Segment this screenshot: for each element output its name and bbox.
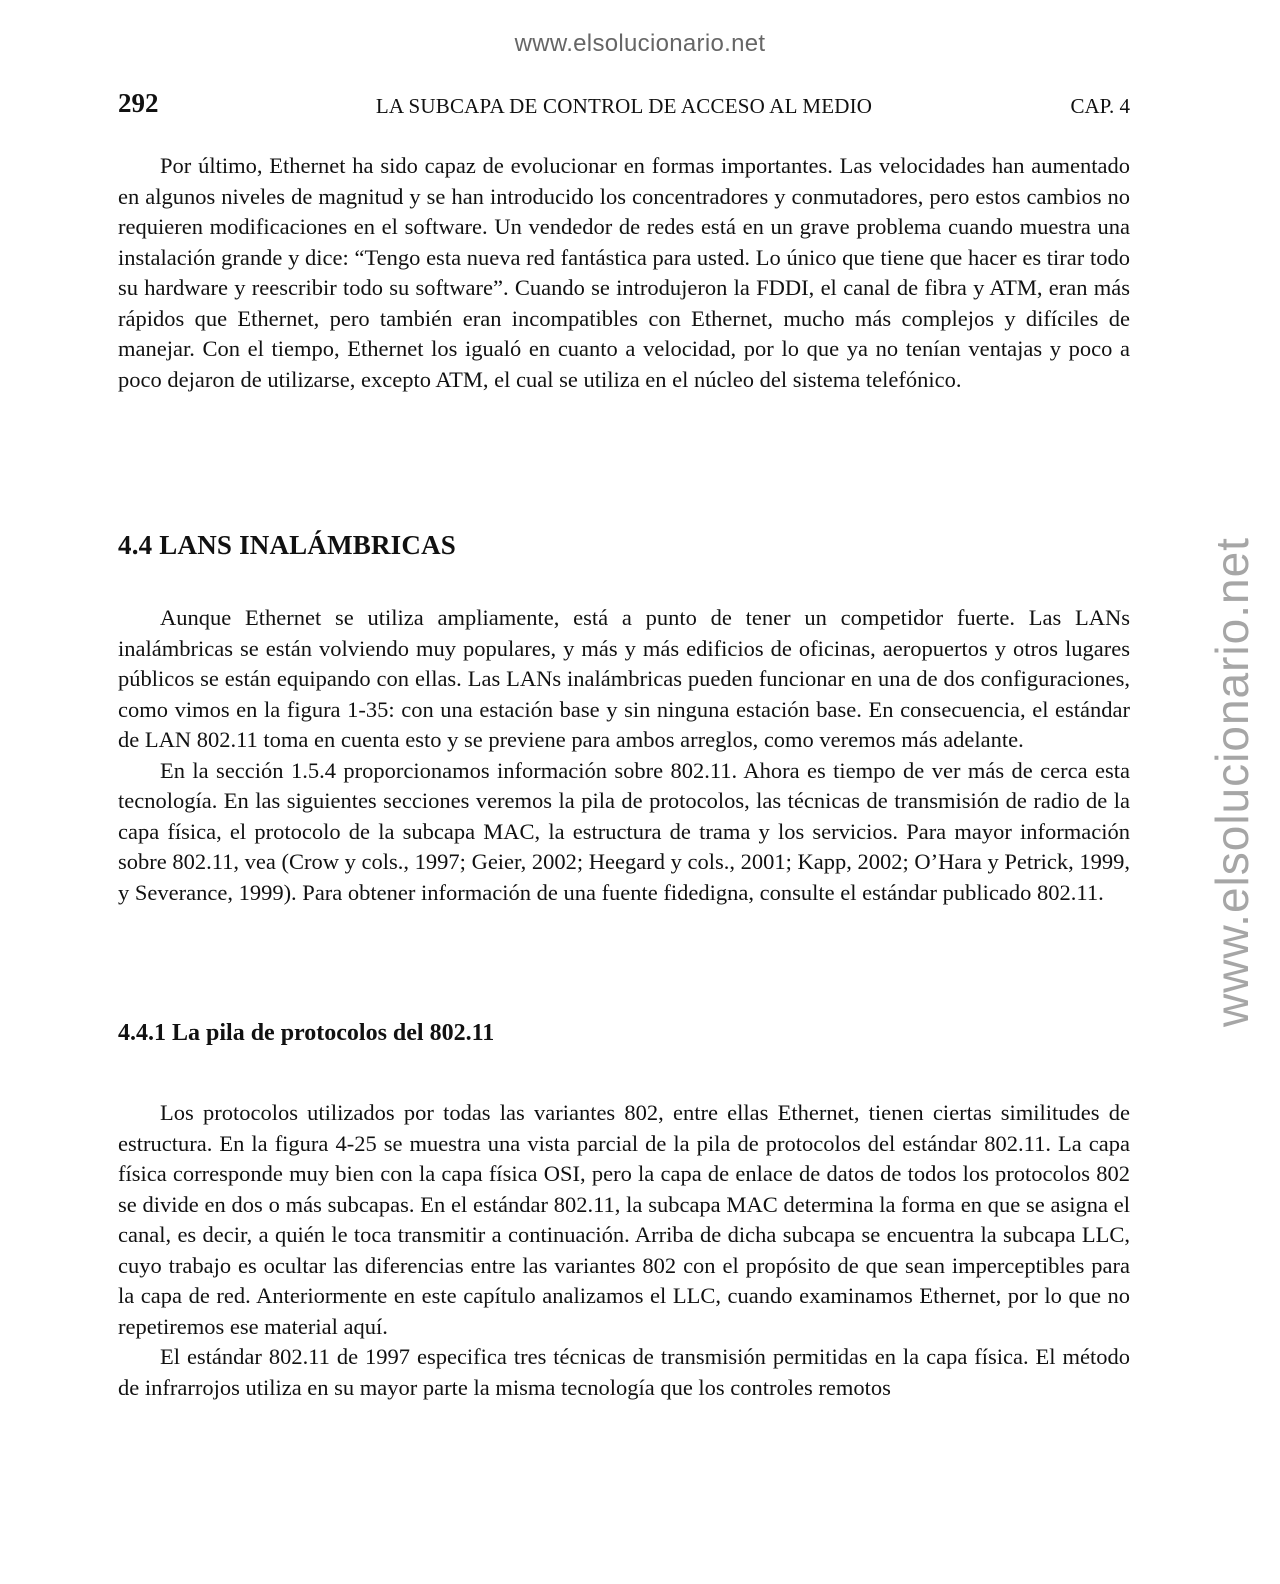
subsection-paragraph-1: Los protocolos utilizados por todas las variantes 802, entre ellas Ethernet, tienen ciertas similitudes de estructura. En la figura 4-25 se muestra una vista parcial de la pila de protocolos del estándar 802.11. La capa física corresponde muy bien con la capa física OSI, pero la capa de enlace de datos de todos los protocolos 802 se divide en dos o más subcapas. En el estándar 802.11, la subcapa MAC determina la forma en que se asigna el canal, es decir, a quién le toca transmitir a continuación. Arriba de dicha subcapa se encuentra la subcapa LLC, cuyo trabajo es ocultar las diferencias entre las variantes 802 con el propósito de que sean imperceptibles para la capa de red. Anteriormente en este capítulo analizamos el LLC, cuando examinamos Ethernet, por lo que no repetiremos ese material aquí. — [118, 1100, 1130, 1339]
subsection-heading: 4.4.1 La pila de protocolos del 802.11 — [118, 1020, 495, 1046]
section-heading-block — [118, 530, 1130, 561]
section-paragraph-2: En la sección 1.5.4 proporcionamos información sobre 802.11. Ahora es tiempo de ver más de cerca esta tecnología. En las siguientes secciones veremos la pila de protocolos, las técnicas de transmisión de radio de la capa física, el protocolo de la subcapa MAC, la estructura de trama y los servicios. Para mayor información sobre 802.11, vea (Crow y cols., 1997; Geier, 2002; Heegard y cols., 2001; Kapp, 2002; O’Hara y Petrick, 1999, y Severance, 1999). Para obtener información de una fuente fidedigna, consulte el estándar publicado 802.11. — [118, 757, 1130, 905]
chapter-label: CAP. 4 — [1070, 94, 1130, 118]
intro-paragraph: Por último, Ethernet ha sido capaz de evolucionar en formas importantes. Las velocidades han aumentado en algunos niveles de magnitud y se han introducido los concentradores y conmutadores, pero estos cambios no requieren modificaciones en el software. Un vendedor de redes está en un grave problema cuando muestra una instalación grande y dice: “Tengo esta nueva red fantástica para usted. Lo único que tiene que hacer es tirar todo su hardware y reescribir todo su software”. Cuando se introdujeron la FDDI, el canal de fibra y ATM, eran más rápidos que Ethernet, pero también eran incompatibles con Ethernet, mucho más complejos y difíciles de manejar. Con el tiempo, Ethernet los igualó en cuanto a velocidad, por lo que ya no tenían ventajas y poco a poco dejaron de utilizarse, excepto ATM, el cual se utiliza en el núcleo del sistema telefónico. — [118, 153, 1130, 392]
section-body — [118, 603, 1130, 908]
subsection-body — [118, 1098, 1130, 1403]
page-number: 292 — [118, 88, 159, 118]
intro-block — [118, 151, 1130, 395]
running-head — [118, 88, 1130, 122]
subsection-paragraph-2: El estándar 802.11 de 1997 especifica tres técnicas de transmisión permitidas en la capa física. El método de infrarrojos utiliza en su mayor parte la misma tecnología que los controles remotos — [118, 1344, 1130, 1400]
section-paragraph-1: Aunque Ethernet se utiliza ampliamente, está a punto de tener un competidor fuerte. Las LANs inalámbricas se están volviendo muy populares, y más y más edificios de oficinas, aeropuertos y otros lugares públicos se están equipando con ellas. Las LANs inalámbricas pueden funcionar en una de dos configuraciones, como vimos en la figura 1-35: con una estación base y sin ninguna estación base. En consecuencia, el estándar de LAN 802.11 toma en cuenta esto y se previene para ambos arreglos, como veremos más adelante. — [118, 605, 1130, 752]
watermark-top: www.elsolucionario.net — [514, 30, 766, 57]
section-heading: 4.4 LANS INALÁMBRICAS — [118, 530, 456, 560]
chapter-title: LA SUBCAPA DE CONTROL DE ACCESO AL MEDIO — [375, 94, 873, 118]
subsection-heading-block — [118, 1020, 1130, 1047]
watermark-side: www.elsolucionario.net — [1206, 537, 1258, 1027]
